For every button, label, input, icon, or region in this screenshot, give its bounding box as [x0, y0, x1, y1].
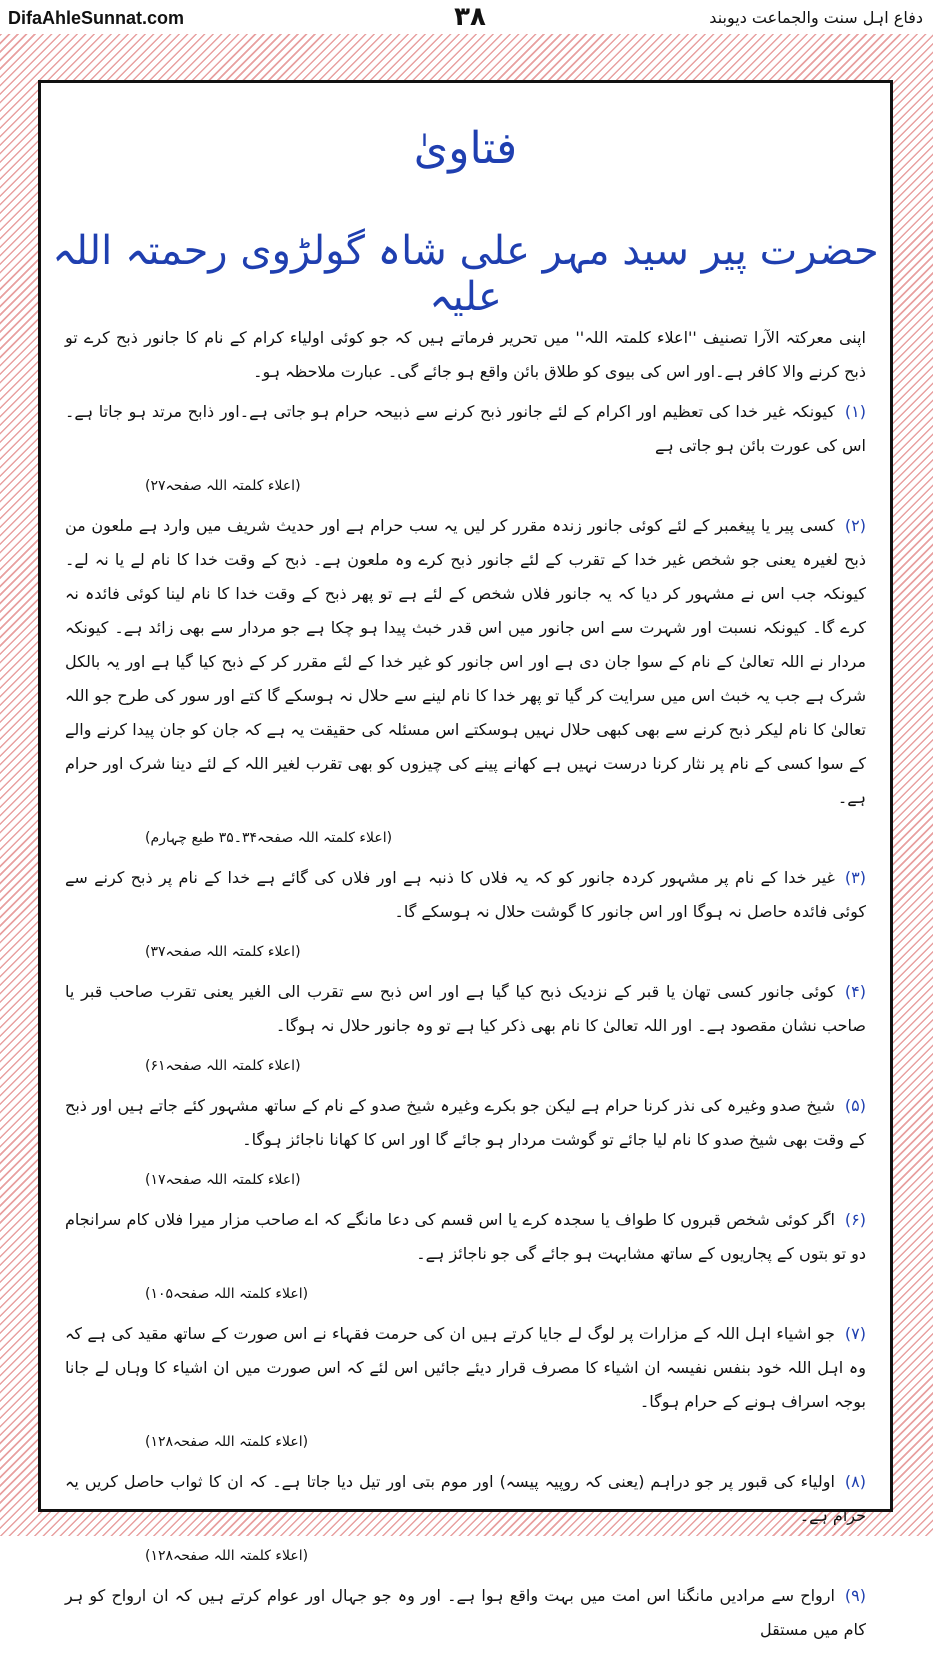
item-reference: (اعلاء کلمتہ اللہ صفحہ۲۷): [145, 478, 301, 494]
item-number: (۴): [844, 982, 866, 1001]
intro-paragraph: اپنی معرکتہ الآرا تصنیف ''اعلاء کلمتہ اللہ'' میں تحریر فرماتے ہیں کہ جو کوئی اولیاء کرام کے نام کا جانور ذبح کرے تو ذبح کرنے والا کافر ہے۔اور اس کی بیوی کو طلاق بائن واقع ہو جائے گی۔ عبارت ملاحظہ ہو۔: [65, 328, 866, 381]
item-text: اولیاء کی قبور پر جو دراہم (یعنی کہ روپیہ پیسہ) اور موم بتی اور تیل دیا جاتا ہے۔ کہ ان کا ثواب حاصل کریں یہ حرام ہے۔: [65, 1472, 866, 1525]
item-number: (۱): [844, 402, 866, 421]
list-item: [65, 509, 866, 815]
item-reference: (اعلاء کلمتہ اللہ صفحہ۱۲۸): [145, 1434, 309, 1450]
item-number: (۸): [844, 1472, 866, 1491]
item-number: (۷): [844, 1324, 866, 1343]
list-item: [65, 1203, 866, 1271]
item-reference: (اعلاء کلمتہ اللہ صفحہ۳۴۔۳۵ طبع چہارم): [145, 830, 393, 846]
list-item: [65, 1579, 866, 1647]
item-text: غیر خدا کے نام پر مشہور کردہ جانور کو کہ یہ فلاں کا ذنبہ ہے اور فلاں کی گائے ہے خدا کے نام پر ذبح کرنے سے کوئی فائدہ حاصل نہ ہوگا اور اس جانور کا گوشت حلال نہ ہوسکے گا۔: [65, 868, 866, 921]
item-reference: (اعلاء کلمتہ اللہ صفحہ۱۷): [145, 1172, 301, 1188]
item-text: ارواح سے مرادیں مانگنا اس امت میں بہت واقع ہوا ہے۔ اور وہ جو جہال اور عوام کرتے ہیں کہ ان ارواح کو ہر کام میں مستقل: [65, 1586, 866, 1639]
site-name: DifaAhleSunnat.com: [8, 8, 185, 28]
item-number: (۶): [844, 1210, 866, 1229]
top-header: [0, 0, 933, 34]
page-subtitle: حضرت پیر سید مہر علی شاہ گولڑوی رحمتہ اللہ علیہ: [52, 228, 879, 320]
list-item: [65, 1089, 866, 1157]
item-text: کسی پیر یا پیغمبر کے لئے کوئی جانور زندہ مقرر کر لیں یہ سب حرام ہے اور حدیث شریف میں وارد ہے ملعون من ذبح لغیرہ یعنی جو شخص غیر خدا کے تقرب کے لئے جانور ذبح کرے وہ ملعون ہے۔ ذبح کے وقت خدا کا نام لے یا نہ لے۔ کیونکہ جب اس نے مشہور کر دیا کہ یہ جانور فلاں شخص کے لئے ہے تو پھر ذبح کے وقت خدا کا نام لینا کوئی فائدہ نہ کرے گا۔ کیونکہ نسبت اور شہرت سے اس جانور میں اس قدر خبث پیدا ہو چکا ہے جو مردار سے بھی زائد ہے۔ کیونکہ مردار نے اللہ تعالیٰ کے نام کے سوا جان دی ہے اور اس جانور کو غیر خدا کے لئے مقرر کر کے ذبح کیا گیا ہے اور یہ بالکل شرک ہے جب یہ خبث اس میں سرایت کر گیا تو پھر خدا کا نام لینے سے حلال نہ ہوسکے گا کتے اور سور کی طرح جو اللہ تعالیٰ کا نام لیکر ذبح کرنے سے بھی کبھی حلال نہیں ہوسکتے اس مسئلہ کی حقیقت یہ ہے کہ جان کو جان پیدا کرنے والے کے سوا کسی کے نام پر نثار کرنا درست نہیں ہے کھانے پینے کی چیزوں کو بھی تقرب لغیر اللہ کے لئے دینا شرک اور حرام ہے۔: [65, 516, 866, 807]
list-item: [65, 1465, 866, 1533]
item-text: اگر کوئی شخص قبروں کا طواف یا سجدہ کرے یا اس قسم کی دعا مانگے کہ اے صاحب مزار میرا فلاں کام سرانجام دو تو بتوں کے پجاریوں کے ساتھ مشابہت ہو جائے گی جو ناجائز ہے۔: [65, 1210, 866, 1263]
item-number: (۳): [844, 868, 866, 887]
list-item: [65, 861, 866, 929]
item-text: کیونکہ غیر خدا کی تعظیم اور اکرام کے لئے جانور ذبح کرنے سے ذبیحہ حرام ہو جاتی ہے۔اور ذابح مرتد ہو جاتا ہے۔اس کی عورت بائن ہو جاتی ہے: [65, 402, 866, 455]
item-number: (۹): [844, 1586, 866, 1605]
content-panel: [38, 80, 893, 1639]
item-reference: (اعلاء کلمتہ اللہ صفحہ۶۱): [145, 1058, 301, 1074]
item-reference: (اعلاء کلمتہ اللہ صفحہ۱۲۸): [145, 1548, 309, 1564]
item-text: کوئی جانور کسی تھان یا قبر کے نزدیک ذبح کیا گیا ہے اور اس ذبح سے تقرب الی الغیر یعنی تقرب صاحب قبر یا صاحب نشان مقصود ہے۔ اور اللہ تعالیٰ کا نام بھی ذکر کیا ہے تو وہ جانور حلال نہ ہوگا۔: [65, 982, 866, 1035]
running-title: دفاع اہل سنت والجماعت دیوبند: [709, 8, 923, 27]
item-text: جو اشیاء اہل اللہ کے مزارات پر لوگ لے جایا کرتے ہیں ان کی حرمت فقہاء نے اس صورت کے ساتھ مقید کی ہے کہ وہ اہل اللہ خود بنفس نفیسہ ان اشیاء کا مصرف قرار دیئے جائیں اس لئے کہ اس صورت میں ان اشیاء کا وہاں لے جانا بوجہ اسراف ہونے کے حرام ہوگا۔: [65, 1324, 866, 1411]
list-item: [65, 395, 866, 463]
list-item: [65, 975, 866, 1043]
list-item: [65, 1317, 866, 1419]
item-number: (۲): [844, 516, 866, 535]
item-reference: (اعلاء کلمتہ اللہ صفحہ۱۰۵): [145, 1286, 309, 1302]
page-number: ۳۸: [454, 2, 486, 32]
item-number: (۵): [844, 1096, 866, 1115]
item-text: شیخ صدو وغیرہ کی نذر کرنا حرام ہے لیکن جو بکرے وغیرہ شیخ صدو کے نام کے ساتھ مشہور کئے جاتے ہیں اور ذبح کے وقت بھی شیخ صدو کا نام لیا جائے تو گوشت مردار ہو جائے گا اور اس کا کھانا ناجائز ہوگا۔: [65, 1096, 866, 1149]
document-body: [65, 321, 866, 1653]
item-reference: (اعلاء کلمتہ اللہ صفحہ۳۷): [145, 944, 301, 960]
page-title: فتاویٰ: [413, 123, 518, 174]
